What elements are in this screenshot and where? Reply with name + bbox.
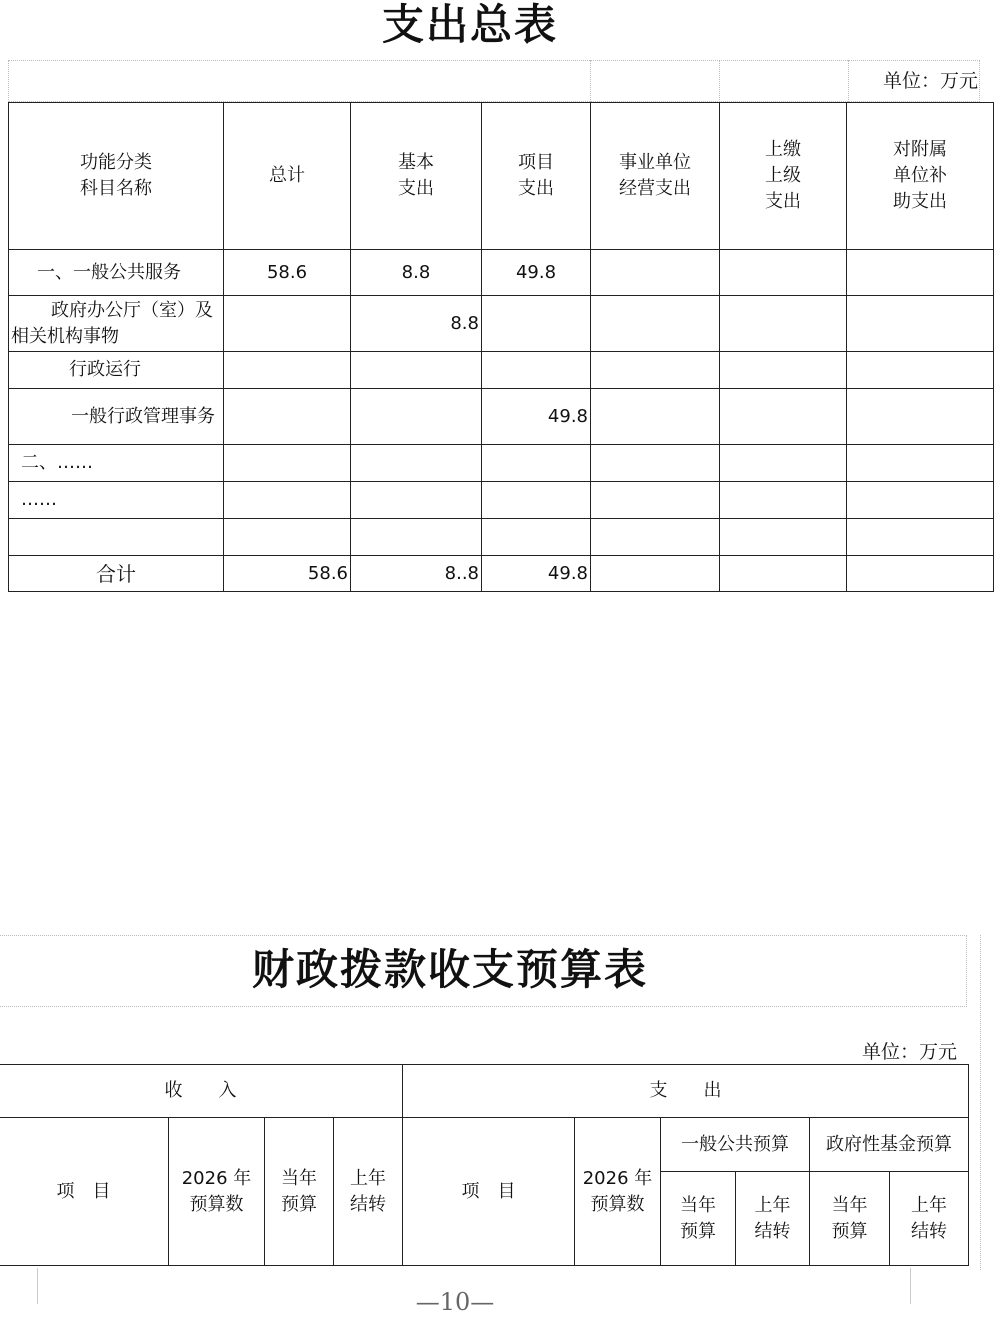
total-remit xyxy=(720,556,847,592)
row-name: 政府办公厅（室）及相关机构事物 xyxy=(9,296,224,352)
expense-item-header: 项 目 xyxy=(403,1118,575,1266)
row-name: 一般行政管理事务 xyxy=(9,389,224,445)
income-2026-header xyxy=(169,1118,265,1266)
table-row xyxy=(9,445,994,482)
fund-current-line2: 预算 xyxy=(831,1220,868,1242)
margin-mark xyxy=(910,1268,911,1304)
table2-section-row xyxy=(0,1065,969,1118)
table-row xyxy=(9,482,994,519)
header-basic-line1: 基本 xyxy=(398,152,434,173)
row-subsidy xyxy=(847,296,994,352)
table1-header-row xyxy=(9,103,994,250)
row-subsidy xyxy=(847,445,994,482)
row-remit xyxy=(720,250,847,296)
table-row xyxy=(9,296,994,352)
table-row xyxy=(9,352,994,389)
header-basic-line2: 支出 xyxy=(398,178,434,199)
table1-title: 支出总表 xyxy=(381,0,558,49)
row-basic xyxy=(351,389,482,445)
row-name: 一、一般公共服务 xyxy=(9,250,224,296)
row-project: 49.8 xyxy=(482,389,591,445)
fund-current-line1: 当年 xyxy=(831,1194,868,1216)
row-business xyxy=(591,389,720,445)
row-basic xyxy=(351,352,482,389)
fund-carry-line1: 上年 xyxy=(911,1194,948,1216)
expense-2026-header xyxy=(575,1118,661,1266)
row-name: 二、…… xyxy=(9,445,224,482)
header-project-line1: 项目 xyxy=(518,152,554,173)
row-remit xyxy=(720,389,847,445)
row-subsidy xyxy=(847,482,994,519)
header-subsidy-line3: 助支出 xyxy=(893,191,947,212)
income-current-line2: 预算 xyxy=(281,1193,317,1215)
header-subsidy xyxy=(847,103,994,250)
row-remit xyxy=(720,482,847,519)
row-basic xyxy=(351,482,482,519)
expenditure-summary-table xyxy=(8,102,994,592)
expense-2026-line2: 预算数 xyxy=(590,1193,645,1215)
table1-unit-label: 单位：万元 xyxy=(882,70,978,92)
income-carry-header xyxy=(334,1118,403,1266)
header-total: 总计 xyxy=(224,103,351,250)
general-carry-header xyxy=(736,1172,810,1266)
row-business xyxy=(591,352,720,389)
total-label: 合计 xyxy=(9,556,224,592)
header-remit xyxy=(720,103,847,250)
header-subsidy-line1: 对附属 xyxy=(893,139,947,160)
total-basic: 8..8 xyxy=(351,556,482,592)
row-remit xyxy=(720,352,847,389)
header-project xyxy=(482,103,591,250)
row-remit xyxy=(720,445,847,482)
expense-header: 支 出 xyxy=(403,1065,969,1118)
header-basic xyxy=(351,103,482,250)
income-item-header: 项 目 xyxy=(0,1118,169,1266)
row-project xyxy=(482,352,591,389)
row-remit xyxy=(720,519,847,556)
margin-mark xyxy=(37,1268,38,1304)
fund-carry-header xyxy=(890,1172,969,1266)
table-row xyxy=(9,250,994,296)
row-basic: 8.8 xyxy=(351,250,482,296)
header-subsidy-line2: 单位补 xyxy=(893,165,947,186)
row-total xyxy=(224,389,351,445)
total-subsidy xyxy=(847,556,994,592)
fund-carry-line2: 结转 xyxy=(911,1220,948,1242)
row-project xyxy=(482,296,591,352)
general-current-line2: 预算 xyxy=(680,1220,716,1242)
page-number: —10— xyxy=(415,1288,495,1316)
header-remit-line3: 支出 xyxy=(765,191,801,212)
row-basic xyxy=(351,519,482,556)
row-basic xyxy=(351,445,482,482)
row-total xyxy=(224,352,351,389)
fund-current-header xyxy=(810,1172,890,1266)
row-project xyxy=(482,445,591,482)
table-row xyxy=(9,519,994,556)
header-business-line2: 经营支出 xyxy=(619,178,691,199)
band-divider xyxy=(719,60,720,102)
row-name xyxy=(9,519,224,556)
row-project: 49.8 xyxy=(482,250,591,296)
income-2026-line1: 2026 年 xyxy=(181,1167,252,1189)
row-total xyxy=(224,482,351,519)
income-current-header xyxy=(265,1118,334,1266)
row-total xyxy=(224,296,351,352)
row-subsidy xyxy=(847,389,994,445)
header-project-line2: 支出 xyxy=(518,178,554,199)
row-total xyxy=(224,445,351,482)
row-project xyxy=(482,519,591,556)
gov-fund-header: 政府性基金预算 xyxy=(810,1118,969,1172)
row-subsidy xyxy=(847,519,994,556)
row-business xyxy=(591,445,720,482)
header-subject-line2: 科目名称 xyxy=(80,178,152,199)
table2-title: 财政拨款收支预算表 xyxy=(251,945,648,994)
expense-2026-line1: 2026 年 xyxy=(582,1167,653,1189)
row-total xyxy=(224,519,351,556)
header-subject-line1: 功能分类 xyxy=(80,152,152,173)
table1-unit-band xyxy=(8,60,980,102)
band-divider xyxy=(590,60,591,102)
row-name: 行政运行 xyxy=(9,352,224,389)
general-budget-header: 一般公共预算 xyxy=(661,1118,810,1172)
row-subsidy xyxy=(847,250,994,296)
header-business-line1: 事业单位 xyxy=(619,152,691,173)
row-project xyxy=(482,482,591,519)
income-current-line1: 当年 xyxy=(281,1167,317,1189)
row-business xyxy=(591,250,720,296)
fiscal-appropriation-table xyxy=(0,1064,969,1266)
income-carry-line1: 上年 xyxy=(350,1167,386,1189)
general-current-header xyxy=(661,1172,736,1266)
income-carry-line2: 结转 xyxy=(350,1193,386,1215)
row-business xyxy=(591,482,720,519)
total-project: 49.8 xyxy=(482,556,591,592)
row-total: 58.6 xyxy=(224,250,351,296)
row-name: …… xyxy=(9,482,224,519)
header-subject xyxy=(9,103,224,250)
row-subsidy xyxy=(847,352,994,389)
table2-unit-label: 单位：万元 xyxy=(861,1041,957,1063)
general-carry-line2: 结转 xyxy=(754,1220,791,1242)
general-carry-line1: 上年 xyxy=(754,1194,791,1216)
table2-header-row xyxy=(0,1118,969,1172)
table1-total-row xyxy=(9,556,994,592)
header-remit-line2: 上级 xyxy=(765,165,801,186)
income-header: 收 入 xyxy=(0,1065,403,1118)
total-total: 58.6 xyxy=(224,556,351,592)
row-business xyxy=(591,296,720,352)
income-2026-line2: 预算数 xyxy=(189,1193,244,1215)
header-remit-line1: 上缴 xyxy=(765,139,801,160)
band-divider xyxy=(848,60,849,102)
table-row xyxy=(9,389,994,445)
row-remit xyxy=(720,296,847,352)
row-business xyxy=(591,519,720,556)
header-business xyxy=(591,103,720,250)
general-current-line1: 当年 xyxy=(680,1194,716,1216)
total-business xyxy=(591,556,720,592)
row-basic: 8.8 xyxy=(351,296,482,352)
